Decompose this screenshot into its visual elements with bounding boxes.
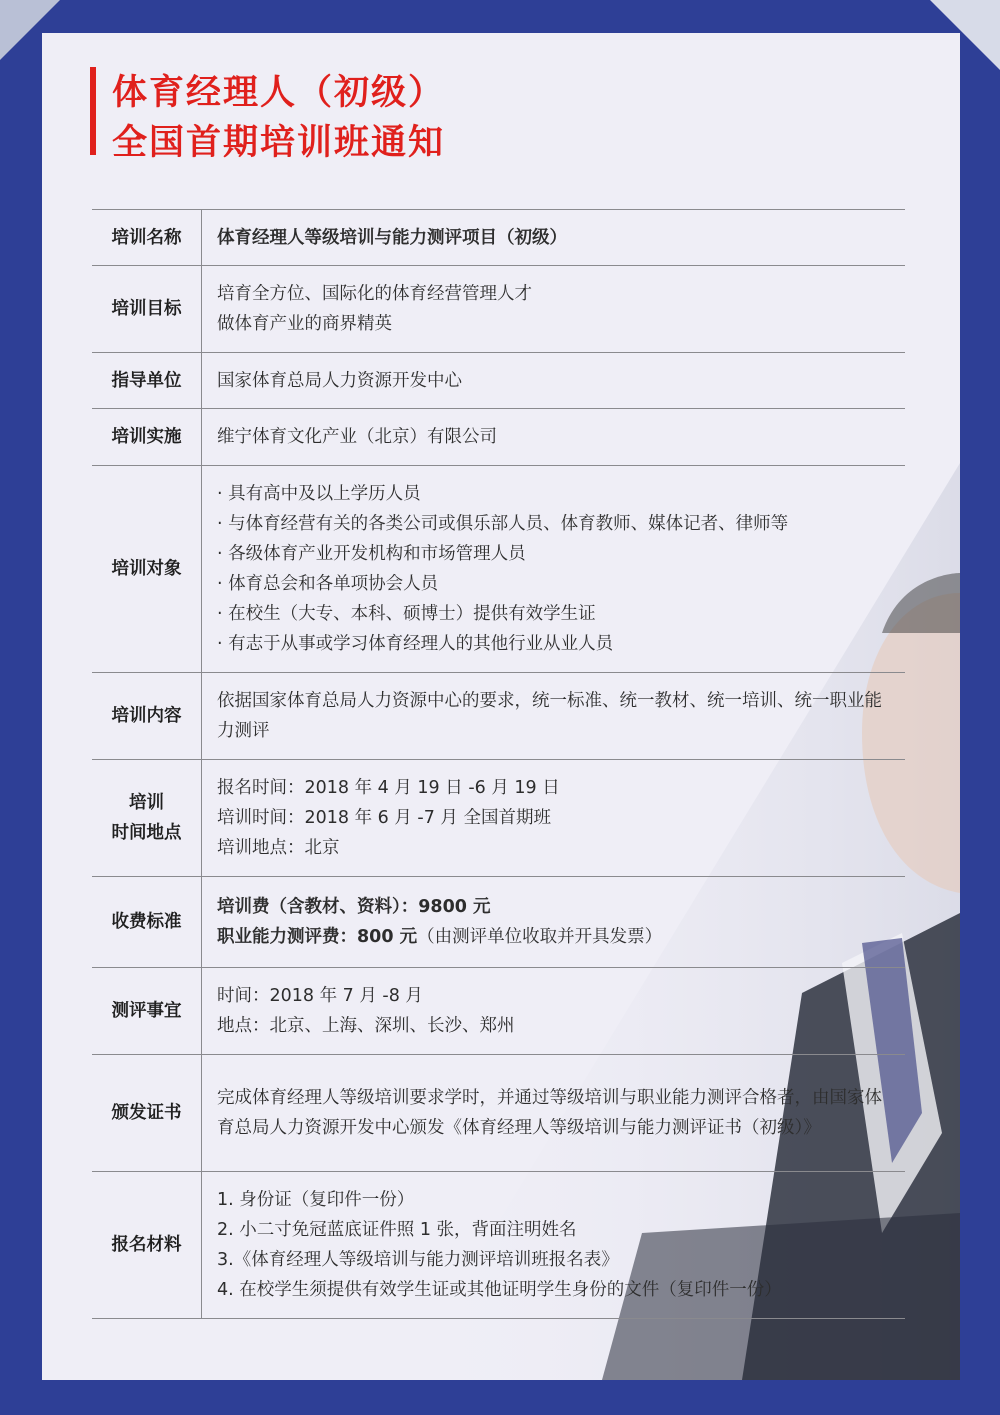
list-item: · 有志于从事或学习体育经理人的其他行业从业人员 — [217, 634, 614, 654]
fee-amount: 职业能力测评费：800 元 — [217, 927, 418, 947]
table-row — [92, 1055, 905, 1172]
text-line: 报名时间：2018 年 4 月 19 日 -6 月 19 日 — [217, 778, 560, 798]
table-row — [92, 968, 905, 1055]
row-value: 完成体育经理人等级培训要求学时，并通过等级培训与职业能力测评合格者，由国家体育总局人力资源开发中心颁发《体育经理人等级培训与能力测评证书（初级）》 — [202, 1055, 906, 1172]
row-value — [202, 466, 906, 673]
list-item: · 在校生（大专、本科、硕博士）提供有效学生证 — [217, 604, 596, 624]
fee-note: （由测评单位收取并开具发票） — [417, 927, 663, 947]
text-line: 培训地点：北京 — [217, 838, 340, 858]
row-label: 培训目标 — [92, 266, 202, 353]
table-row — [92, 877, 905, 968]
notice-card — [42, 33, 960, 1380]
table-row — [92, 409, 905, 466]
page-title: 体育经理人（初级） — [112, 73, 446, 113]
text-line: 做体育产业的商界精英 — [217, 314, 392, 334]
row-value: 体育经理人等级培训与能力测评项目（初级） — [202, 210, 906, 266]
text-line: 培训时间：2018 年 6 月 -7 月 全国首期班 — [217, 808, 551, 828]
list-item: · 具有高中及以上学历人员 — [217, 484, 421, 504]
row-label: 培训名称 — [92, 210, 202, 266]
row-value: 国家体育总局人力资源开发中心 — [202, 353, 906, 409]
row-value — [202, 877, 906, 968]
row-value — [202, 760, 906, 877]
text-line: 时间：2018 年 7 月 -8 月 — [217, 986, 423, 1006]
list-item: 3.《体育经理人等级培训与能力测评培训班报名表》 — [217, 1250, 619, 1270]
title-accent-bar — [90, 67, 96, 155]
row-label: 报名材料 — [92, 1172, 202, 1319]
list-item: 4. 在校学生须提供有效学生证或其他证明学生身份的文件（复印件一份） — [217, 1280, 782, 1300]
row-label: 培训内容 — [92, 673, 202, 760]
list-item: 1. 身份证（复印件一份） — [217, 1190, 415, 1210]
table-row — [92, 466, 905, 673]
table-row — [92, 760, 905, 877]
row-value — [202, 968, 906, 1055]
row-value: 依据国家体育总局人力资源中心的要求，统一标准、统一教材、统一培训、统一职业能力测评 — [202, 673, 906, 760]
page-subtitle: 全国首期培训班通知 — [112, 123, 446, 163]
table-row — [92, 266, 905, 353]
table-row — [92, 1172, 905, 1319]
row-label: 收费标准 — [92, 877, 202, 968]
fee-line: 培训费（含教材、资料）：9800 元 — [217, 897, 491, 917]
table-row — [92, 210, 905, 266]
table-row — [92, 673, 905, 760]
row-label: 培训对象 — [92, 466, 202, 673]
list-item: 2. 小二寸免冠蓝底证件照 1 张，背面注明姓名 — [217, 1220, 577, 1240]
row-value: 维宁体育文化产业（北京）有限公司 — [202, 409, 906, 466]
row-value — [202, 1172, 906, 1319]
row-label: 测评事宜 — [92, 968, 202, 1055]
text-line: 培育全方位、国际化的体育经营管理人才 — [217, 284, 532, 304]
row-label: 指导单位 — [92, 353, 202, 409]
label-line: 时间地点 — [111, 823, 182, 843]
label-line: 培训 — [129, 793, 164, 813]
list-item: · 与体育经营有关的各类公司或俱乐部人员、体育教师、媒体记者、律师等 — [217, 514, 789, 534]
row-value — [202, 266, 906, 353]
fee-line — [217, 922, 897, 952]
row-label: 培训实施 — [92, 409, 202, 466]
row-label: 颁发证书 — [92, 1055, 202, 1172]
list-item: · 各级体育产业开发机构和市场管理人员 — [217, 544, 526, 564]
text-line: 地点：北京、上海、深圳、长沙、郑州 — [217, 1016, 515, 1036]
row-label — [92, 760, 202, 877]
list-item: · 体育总会和各单项协会人员 — [217, 574, 439, 594]
table-row — [92, 353, 905, 409]
info-table — [92, 209, 905, 1319]
